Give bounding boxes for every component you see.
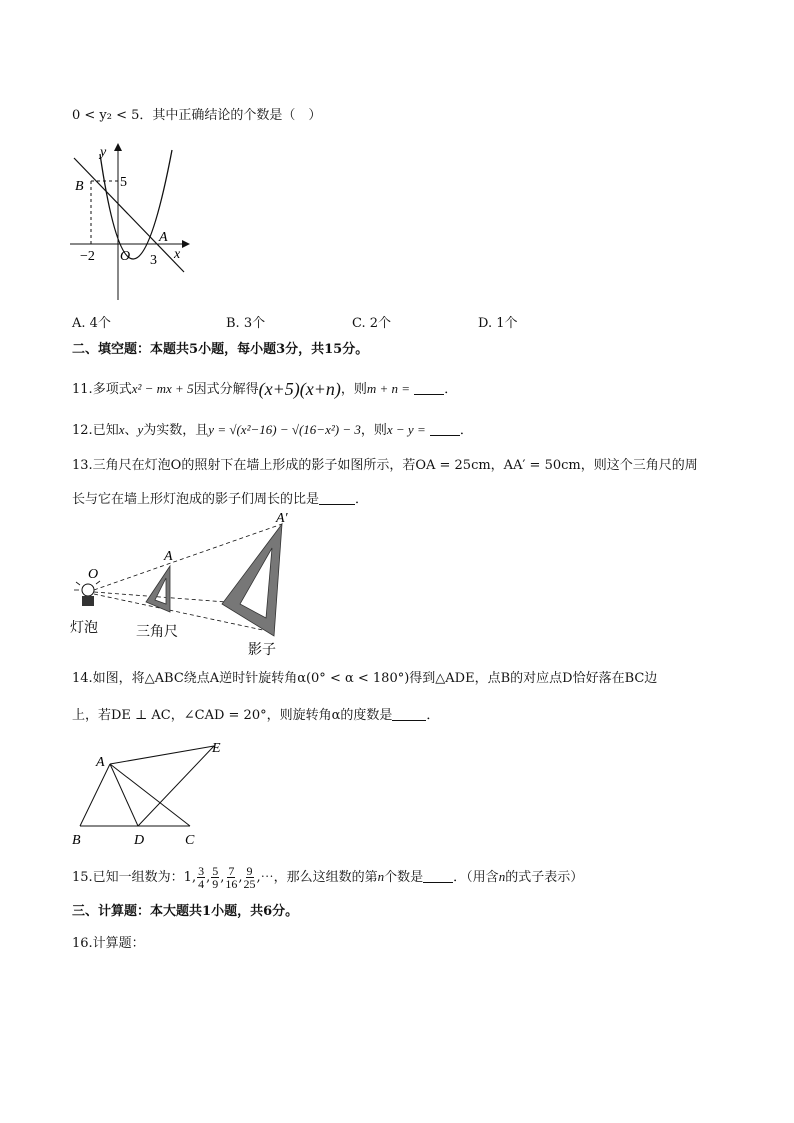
answer-blank-15[interactable] [423,868,453,883]
q14-figure [66,736,236,848]
option-d[interactable]: D. 1个 [478,316,518,331]
section-calc-heading: 三、计算题：本大题共1小题，共6分。 [72,904,299,919]
fig-label-neg2: −2 [80,249,95,264]
svg-text:O: O [88,567,99,582]
bulb-icon [74,581,100,606]
q13-figure [66,508,306,658]
question-13-line2: 长与它在墙上形灯泡成的影子们周长的比是 ． [72,492,369,507]
svg-text:B: B [72,833,81,848]
answer-blank-13[interactable] [319,490,355,505]
svg-text:C: C [185,833,195,848]
fig-point-B: B [75,179,84,194]
answer-blank-14[interactable] [392,706,426,721]
ruler-triangle [146,566,170,612]
svg-text:A: A [164,549,173,564]
fig-label-3: 3 [150,253,157,268]
question-11: 11.多项式x² − mx + 5因式分解得(x+5)(x+n)，则m + n = ． [72,379,458,399]
answer-blank-11[interactable] [414,380,444,395]
fig-label-5: 5 [120,175,127,190]
answer-blank-12[interactable] [430,421,460,436]
section-fill-in-heading: 二、填空题：本题共5小题，每小题3分，共15分。 [72,342,369,357]
question-14-line1: 14.如图，将△ABC绕点A逆时针旋转角α(0° < α < 180°)得到△ADE，点B的对应点D恰好落在BC边 [72,671,658,686]
question-12: 12.已知x、y为实数，且y = √(x²−16) − √(16−x²) − 3，则x − y = ． [72,422,473,438]
option-b[interactable]: B. 3个 [226,316,266,331]
fig-x-label: x [174,247,181,262]
svg-text:灯泡: 灯泡 [70,621,98,636]
shadow-triangle [222,524,282,636]
question-15: 15.已知一组数为：1, $\frac{3}{4}$ , $\frac{5}{9}$ , $\frac{7}{16}$ , $\frac{9}{25}$ ,⋯，那么这组数的第n个数是 ．（用含n的式子表示） [72,864,584,891]
question-13-line1: 13.三角尺在灯泡O的照射下在墙上形成的影子如图所示，若OA = 25cm，AA′ = 50cm，则这个三角尺的周 [72,458,698,473]
option-c[interactable]: C. 2个 [352,316,392,331]
svg-text:影子: 影子 [248,643,276,658]
fig-y-label: y [100,145,107,160]
fig-point-A: A [159,230,168,245]
question-14-line2: 上，若DE ⊥ AC，∠CAD = 20°，则旋转角α的度数是 ． [72,708,440,723]
svg-text:三角尺: 三角尺 [136,625,178,640]
svg-text:E: E [212,741,221,756]
question-16: 16.计算题： [72,936,145,951]
fig-origin-O: O [120,249,131,264]
option-a[interactable]: A. 4个 [72,316,111,331]
svg-text:A′: A′ [276,511,288,526]
q10-figure [66,140,196,305]
q10-tail: 0 < y₂ < 5．其中正确结论的个数是（ ） [72,108,322,123]
svg-text:A: A [96,755,105,770]
svg-text:D: D [134,833,145,848]
